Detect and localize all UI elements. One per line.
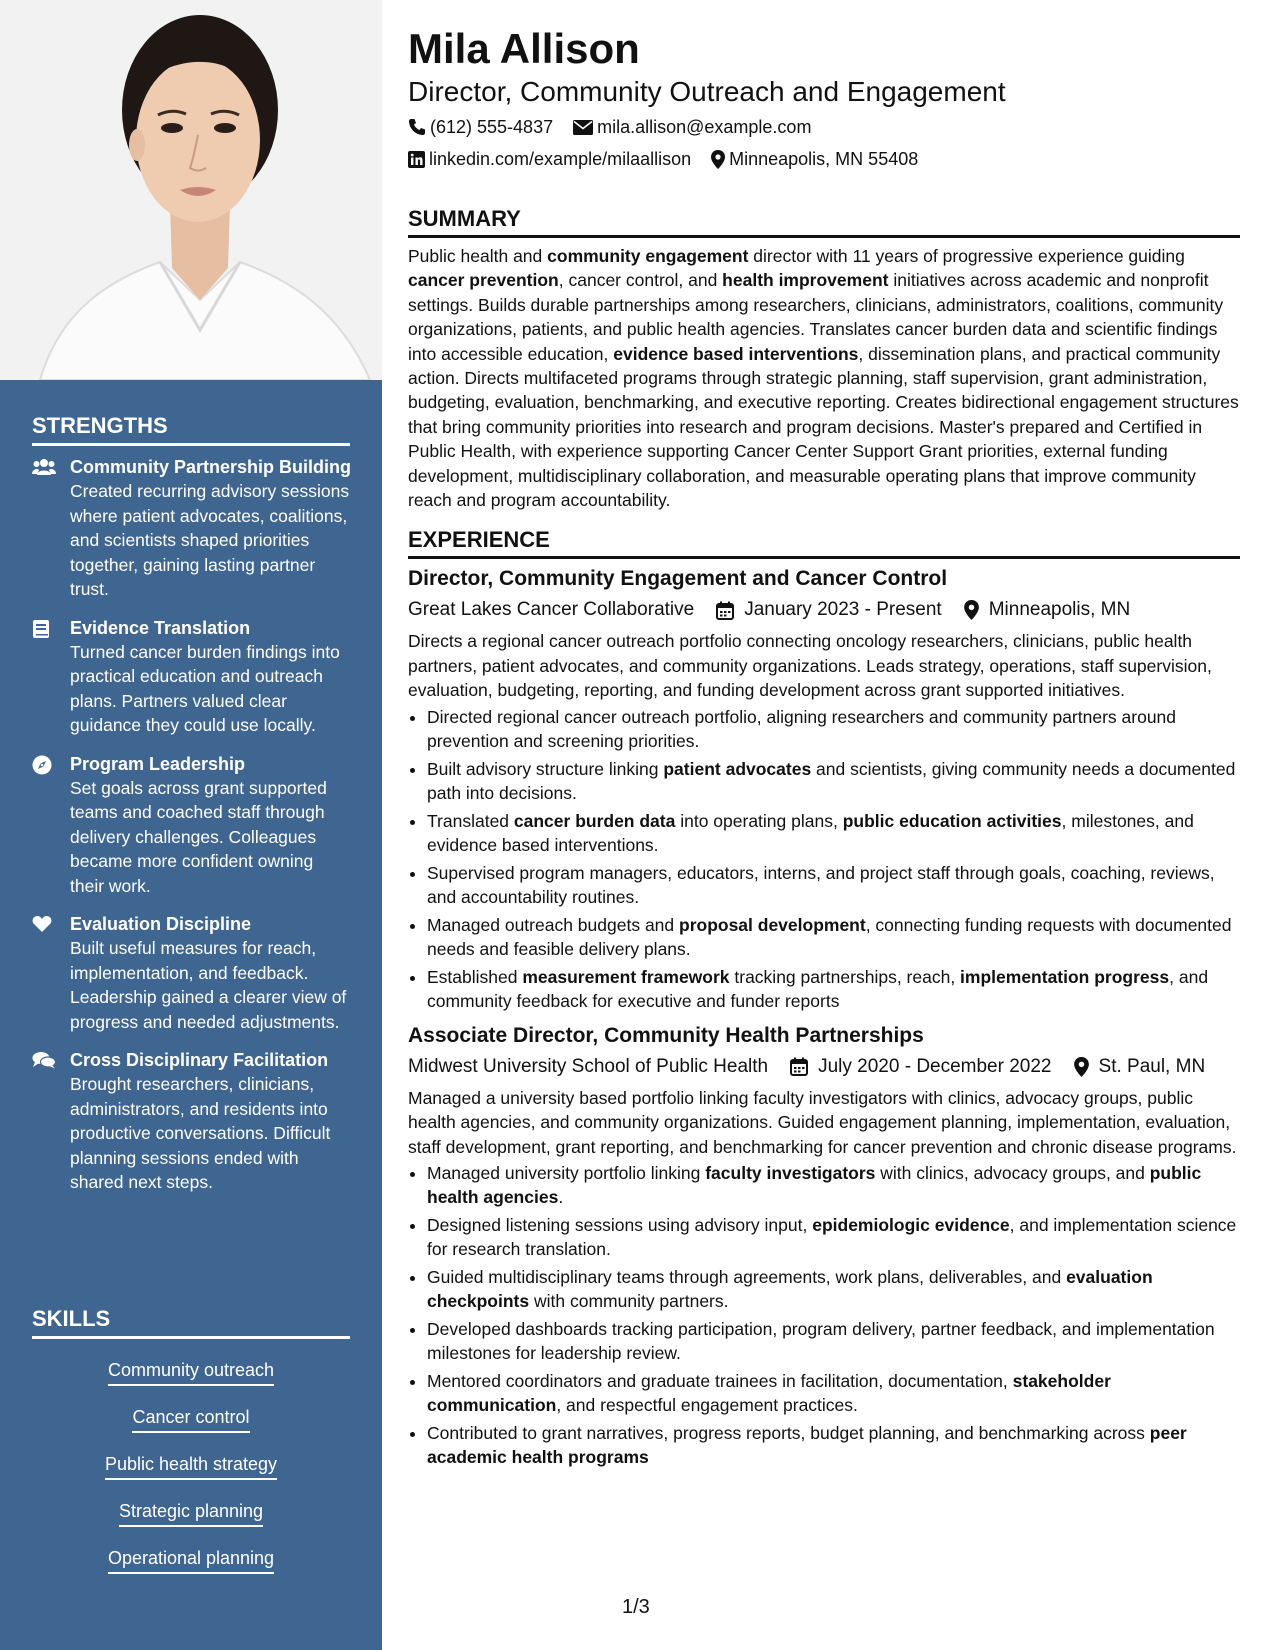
summary-segment: , dissemination plans, and practical community action. Directs multifaceted programs through strategic planning, staff supervision, grant administration, budgeting, evaluation, benchmarking, and executive reporting. Creates bidirectional engagement structures that bring community priorities into research and program decisions. Master's prepared and Certified in Public Health, with experience supporting Cancer Center Support Grant priorities, external funding development, multidisciplinary collaboration, and measurable operating plans that improve community reach and program accountability. xyxy=(408,343,1239,511)
job-bullets xyxy=(408,1161,1240,1470)
summary-keyword: evidence based interventions xyxy=(613,343,859,364)
phone-contact xyxy=(408,115,553,139)
envelope-icon xyxy=(573,120,593,135)
contact-row xyxy=(408,115,1240,139)
page-number: 1/3 xyxy=(622,1596,650,1618)
summary-keyword: health improvement xyxy=(722,270,889,291)
strengths-list xyxy=(32,455,352,1209)
skills-heading: SKILLS xyxy=(32,1306,350,1339)
summary-segment: initiatives across academic and nonprofit settings. Builds durable partnerships among researchers, clinicians, administrators, coalitions, community organizations, patients, and public health agencies. Translates cancer burden data and scientific findings into accessible education, xyxy=(408,270,1224,364)
job-bullet: • Designed listening sessions using advisory input, epidemiologic evidence, and implementation science for research translation. xyxy=(427,1213,1240,1262)
job-location xyxy=(964,597,1131,623)
experience-heading: EXPERIENCE xyxy=(408,526,1240,559)
strength-description: Created recurring advisory sessions where patient advocates, coalitions, and scientists shaped priorities together, gaining lasting partner trust. xyxy=(70,481,350,599)
summary-keyword: community engagement xyxy=(547,246,749,266)
strength-description: Turned cancer burden findings into practical education and outreach plans. Partners valued clear guidance they could use locally. xyxy=(70,641,340,735)
calendar-icon xyxy=(790,1057,808,1076)
map-pin-icon xyxy=(1074,1057,1089,1077)
email-contact[interactable] xyxy=(573,115,811,139)
location-contact xyxy=(711,147,918,171)
linkedin-contact[interactable] xyxy=(408,147,691,171)
job-description: Managed a university based portfolio linking faculty investigators with clinics, advocacy groups, public health agencies, and community organizations. Guided engagement planning, implementation, evaluation, staff development, grant reporting, and benchmarking for cancer prevention and chronic disease programs. xyxy=(408,1087,1237,1157)
job-title: Director, Community Engagement and Cancer Control xyxy=(408,567,948,591)
map-pin-icon xyxy=(711,150,725,169)
skill-item: Operational planning xyxy=(108,1546,274,1574)
job-dates-text: July 2020 - December 2022 xyxy=(818,1055,1052,1077)
job-bullet: • Managed outreach budgets and proposal development, connecting funding requests with documented needs and feasible delivery plans. xyxy=(427,913,1240,962)
job-entry xyxy=(408,1022,1240,1470)
job-bullets xyxy=(408,705,1240,1014)
job-bullet: • Directed regional cancer outreach portfolio, aligning researchers and community partners around prevention and screening priorities. xyxy=(427,705,1240,754)
job-dates xyxy=(716,597,942,623)
job-location-text: Minneapolis, MN xyxy=(988,599,1131,621)
job-organization: Great Lakes Cancer Collaborative xyxy=(408,599,695,621)
summary-keyword: cancer prevention xyxy=(408,270,559,291)
job-bullet: • Mentored coordinators and graduate trainees in facilitation, documentation, stakeholder communication, and respectful engagement practices. xyxy=(427,1369,1240,1418)
strength-description: Brought researchers, clinicians, administrators, and residents into productive conversations. Difficult planning sessions ended with shared next steps. xyxy=(70,1074,331,1192)
location-text: Minneapolis, MN 55408 xyxy=(729,149,919,169)
summary-segment: Public health and xyxy=(408,246,548,266)
strength-title: Evidence Translation xyxy=(70,617,251,638)
candidate-name: Mila Allison xyxy=(408,25,640,72)
skill-item: Public health strategy xyxy=(105,1452,277,1480)
contact-row xyxy=(408,147,1240,171)
strength-item xyxy=(32,752,352,899)
profile-photo xyxy=(0,0,382,380)
job-dates xyxy=(790,1054,1051,1080)
job-bullet: • Translated cancer burden data into operating plans, public education activities, milestones, and evidence based interventions. xyxy=(427,809,1240,858)
skill-item: Cancer control xyxy=(132,1405,249,1433)
strength-title: Community Partnership Building xyxy=(70,457,352,477)
strength-description: Set goals across grant supported teams and coached staff through delivery challenges. Colleagues became more confident owning their work. xyxy=(70,777,327,896)
phone-icon xyxy=(408,118,426,136)
chat-icon xyxy=(32,1048,70,1195)
summary-text xyxy=(408,244,1240,512)
candidate-title: Director, Community Outreach and Engagement xyxy=(408,76,1006,107)
main-column xyxy=(408,24,1240,1473)
job-bullet: • Built advisory structure linking patient advocates and scientists, giving community needs a documented path into decisions. xyxy=(427,757,1240,806)
skills-list xyxy=(32,1358,350,1593)
strength-description: Built useful measures for reach, implementation, and feedback. Leadership gained a clearer view of progress and needed adjustments. xyxy=(70,938,347,1032)
calendar-icon xyxy=(716,601,734,620)
job-organization: Midwest University School of Public Health xyxy=(408,1055,769,1077)
job-bullet: • Established measurement framework tracking partnerships, reach, implementation progress, and community feedback for executive and funder reports xyxy=(427,965,1240,1014)
linkedin-icon xyxy=(408,151,425,168)
job-bullet: • Managed university portfolio linking faculty investigators with clinics, advocacy groups, and public health agencies. xyxy=(427,1161,1240,1210)
job-bullet: • Contributed to grant narratives, progress reports, budget planning, and benchmarking across peer academic health programs xyxy=(427,1421,1240,1470)
book-icon xyxy=(32,616,70,738)
email-address[interactable]: mila.allison@example.com xyxy=(597,117,812,137)
job-location xyxy=(1074,1054,1206,1080)
strength-title: Program Leadership xyxy=(70,753,246,774)
strength-item xyxy=(32,912,352,1034)
job-bullet: • Developed dashboards tracking participation, program delivery, partner feedback, and implementation milestones for leadership review. xyxy=(427,1317,1240,1366)
job-bullet: • Supervised program managers, educators, interns, and project staff through goals, coaching, reviews, and accountability routines. xyxy=(427,861,1240,910)
skill-item: Community outreach xyxy=(108,1358,274,1386)
job-meta xyxy=(408,597,1240,623)
map-pin-icon xyxy=(964,600,979,620)
summary-heading: SUMMARY xyxy=(408,205,1240,238)
job-dates-text: January 2023 - Present xyxy=(744,599,942,621)
strength-item xyxy=(32,1048,352,1195)
job-meta xyxy=(408,1054,1240,1080)
users-icon xyxy=(32,455,70,602)
strength-title: Evaluation Discipline xyxy=(70,914,252,934)
summary-segment: , cancer control, and xyxy=(558,270,723,291)
sidebar xyxy=(0,0,382,1650)
summary-segment: director with 11 years of progressive experience guiding xyxy=(748,246,1185,266)
job-title: Associate Director, Community Health Partnerships xyxy=(408,1023,924,1047)
phone-number: (612) 555-4837 xyxy=(430,117,554,137)
job-description: Directs a regional cancer outreach portfolio connecting oncology researchers, clinicians, public health partners, patient advocates, and community organizations. Leads strategy, operations, staff supervision, evaluation, budgeting, reporting, and funding development across grant supported initiatives. xyxy=(408,631,1212,701)
strength-item xyxy=(32,455,352,602)
heart-icon xyxy=(32,912,70,1034)
strength-title: Cross Disciplinary Facilitation xyxy=(70,1050,329,1070)
strengths-heading: STRENGTHS xyxy=(32,413,350,446)
compass-icon xyxy=(32,752,70,899)
strength-item xyxy=(32,616,352,738)
job-entry xyxy=(408,565,1240,1013)
linkedin-url[interactable]: linkedin.com/example/milaallison xyxy=(429,149,692,169)
job-location-text: St. Paul, MN xyxy=(1098,1055,1206,1077)
skill-item: Strategic planning xyxy=(119,1499,263,1527)
job-bullet: • Guided multidisciplinary teams through agreements, work plans, deliverables, and evaluation checkpoints with community partners. xyxy=(427,1265,1240,1314)
